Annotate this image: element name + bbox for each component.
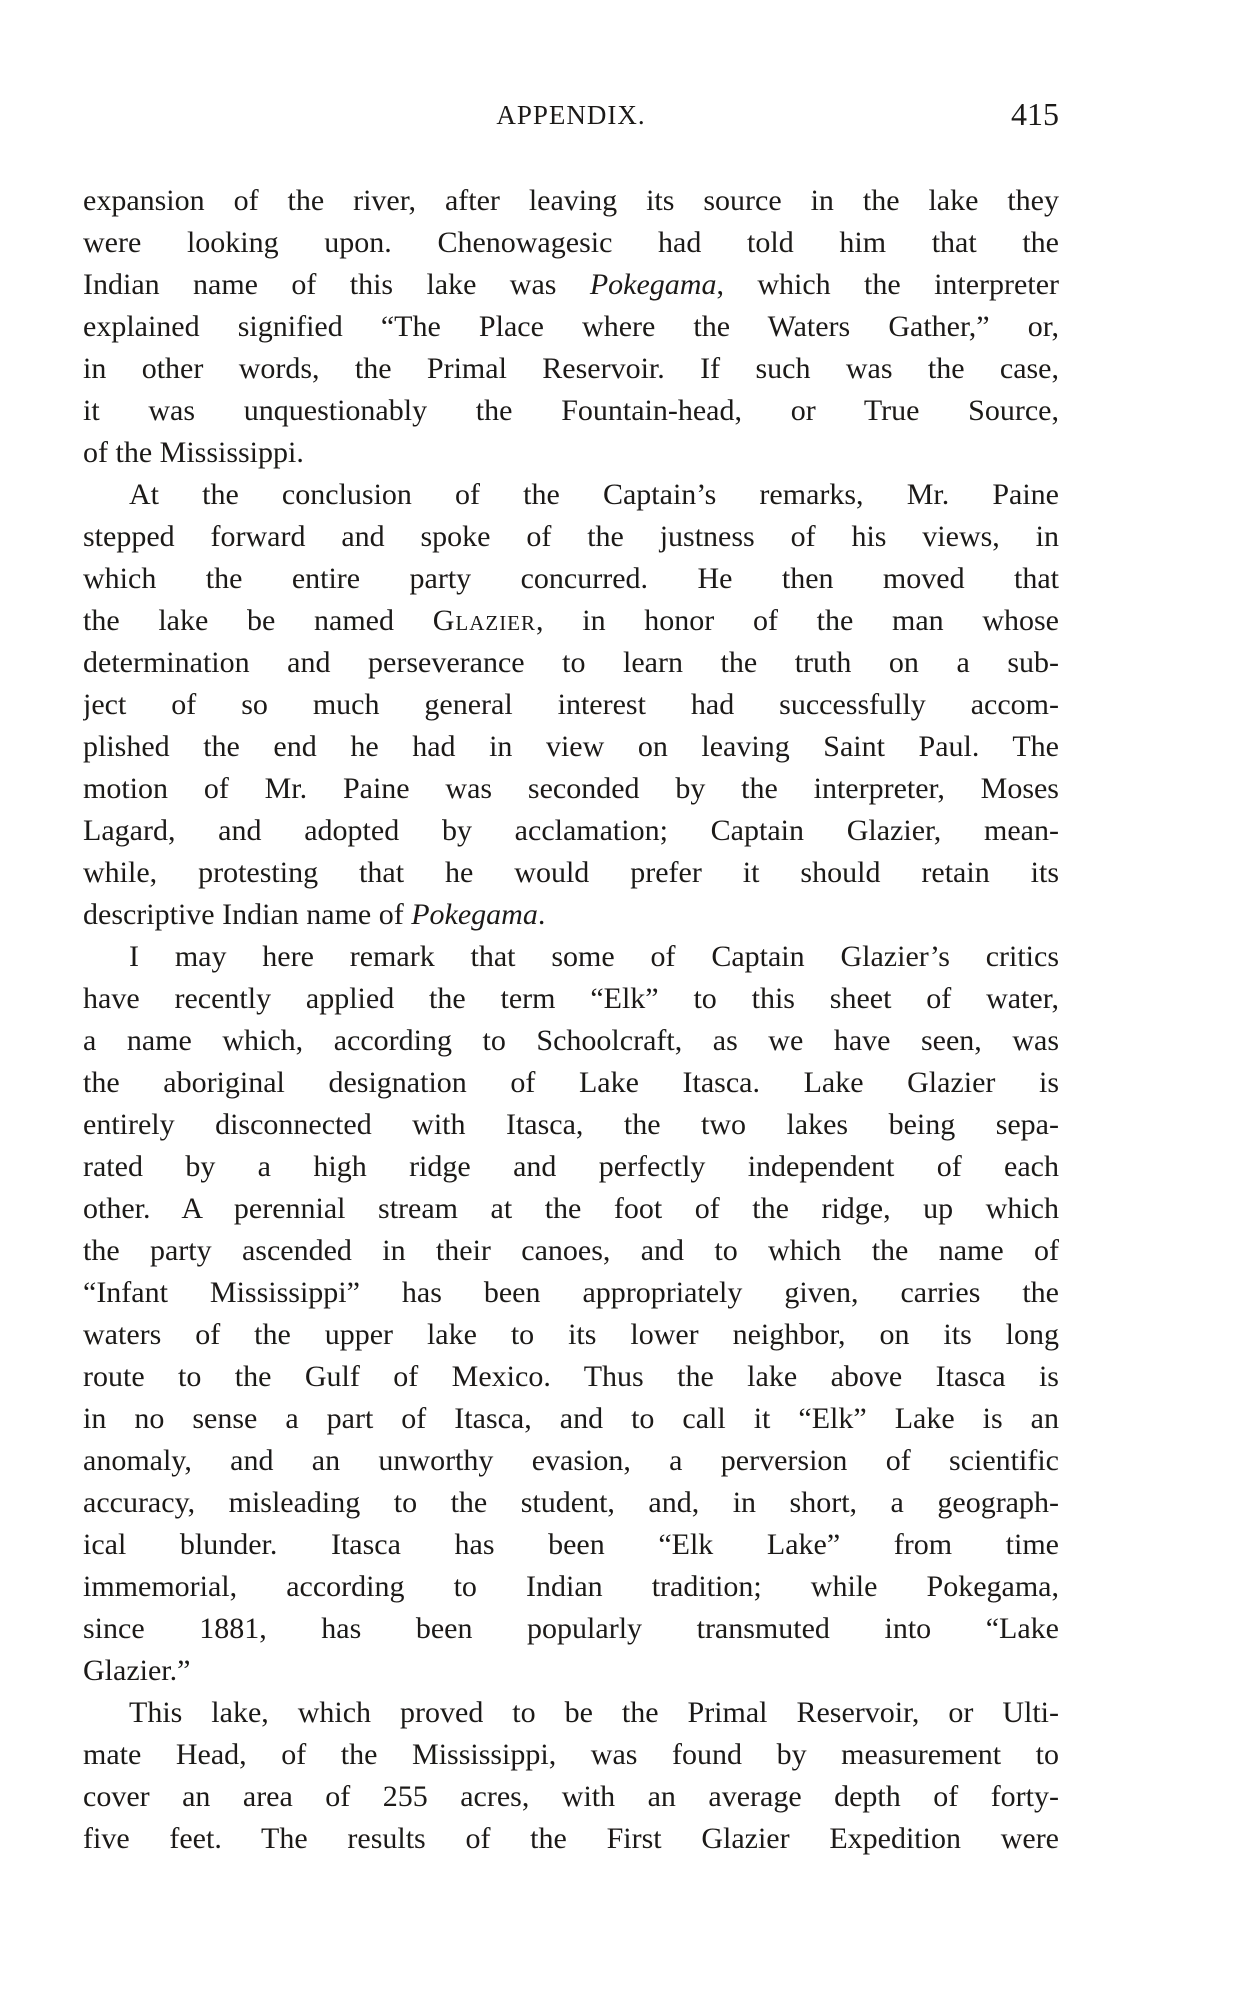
- text-line: since 1881, has been popularly transmuted into “Lake: [83, 1612, 1059, 1645]
- text-line: the aboriginal designation of Lake Itasca. Lake Glazier is: [83, 1066, 1059, 1099]
- text-line: anomaly, and an unworthy evasion, a perversion of scientific: [83, 1444, 1059, 1477]
- text-line: expansion of the river, after leaving its source in the lake they: [83, 184, 1059, 217]
- text-line: while, protesting that he would prefer it should retain its: [83, 856, 1059, 889]
- text-line: This lake, which proved to be the Primal Reservoir, or Ulti-: [129, 1696, 1059, 1729]
- body-text: [83, 180, 1059, 1860]
- text-line: Indian name of this lake was Pokegama, which the interpreter: [83, 268, 1059, 301]
- text-line: ical blunder. Itasca has been “Elk Lake” from time: [83, 1528, 1059, 1561]
- text-line: five feet. The results of the First Glazier Expedition were: [83, 1822, 1059, 1855]
- text-line: cover an area of 255 acres, with an average depth of forty-: [83, 1780, 1059, 1813]
- text-line: the party ascended in their canoes, and to which the name of: [83, 1234, 1059, 1267]
- text-line: in no sense a part of Itasca, and to call it “Elk” Lake is an: [83, 1402, 1059, 1435]
- text-line: were looking upon. Chenowagesic had told him that the: [83, 226, 1059, 259]
- text-line: a name which, according to Schoolcraft, as we have seen, was: [83, 1024, 1059, 1057]
- text-line: which the entire party concurred. He then moved that: [83, 562, 1059, 595]
- text-line: stepped forward and spoke of the justness of his views, in: [83, 520, 1059, 553]
- text-line: accuracy, misleading to the student, and, in short, a geograph-: [83, 1486, 1059, 1519]
- text-line: other. A perennial stream at the foot of the ridge, up which: [83, 1192, 1059, 1225]
- text-line: the lake be named Glazier, in honor of the man whose: [83, 604, 1059, 637]
- page-header: [83, 96, 1059, 136]
- text-line: of the Mississippi.: [83, 436, 304, 469]
- text-line: Glazier.”: [83, 1654, 191, 1687]
- text-line: rated by a high ridge and perfectly independent of each: [83, 1150, 1059, 1183]
- text-line: route to the Gulf of Mexico. Thus the lake above Itasca is: [83, 1360, 1059, 1393]
- running-head: APPENDIX.: [496, 100, 646, 130]
- text-line: Lagard, and adopted by acclamation; Captain Glazier, mean-: [83, 814, 1059, 847]
- text-line: waters of the upper lake to its lower neighbor, on its long: [83, 1318, 1059, 1351]
- text-line: At the conclusion of the Captain’s remarks, Mr. Paine: [129, 478, 1059, 511]
- text-line: motion of Mr. Paine was seconded by the interpreter, Moses: [83, 772, 1059, 805]
- text-line: mate Head, of the Mississippi, was found by measurement to: [83, 1738, 1059, 1771]
- page-number: 415: [1011, 96, 1059, 132]
- text-line: “Infant Mississippi” has been appropriately given, carries the: [83, 1276, 1059, 1309]
- text-line: in other words, the Primal Reservoir. If such was the case,: [83, 352, 1059, 385]
- text-line: ject of so much general interest had successfully accom-: [83, 688, 1059, 721]
- text-line: descriptive Indian name of Pokegama.: [83, 898, 546, 931]
- text-line: determination and perseverance to learn the truth on a sub-: [83, 646, 1059, 679]
- text-line: plished the end he had in view on leaving Saint Paul. The: [83, 730, 1059, 763]
- text-line: it was unquestionably the Fountain-head, or True Source,: [83, 394, 1059, 427]
- text-line: have recently applied the term “Elk” to this sheet of water,: [83, 982, 1059, 1015]
- text-line: immemorial, according to Indian tradition; while Pokegama,: [83, 1570, 1059, 1603]
- text-line: entirely disconnected with Itasca, the two lakes being sepa-: [83, 1108, 1059, 1141]
- text-line: explained signified “The Place where the Waters Gather,” or,: [83, 310, 1059, 343]
- text-line: I may here remark that some of Captain Glazier’s critics: [129, 940, 1059, 973]
